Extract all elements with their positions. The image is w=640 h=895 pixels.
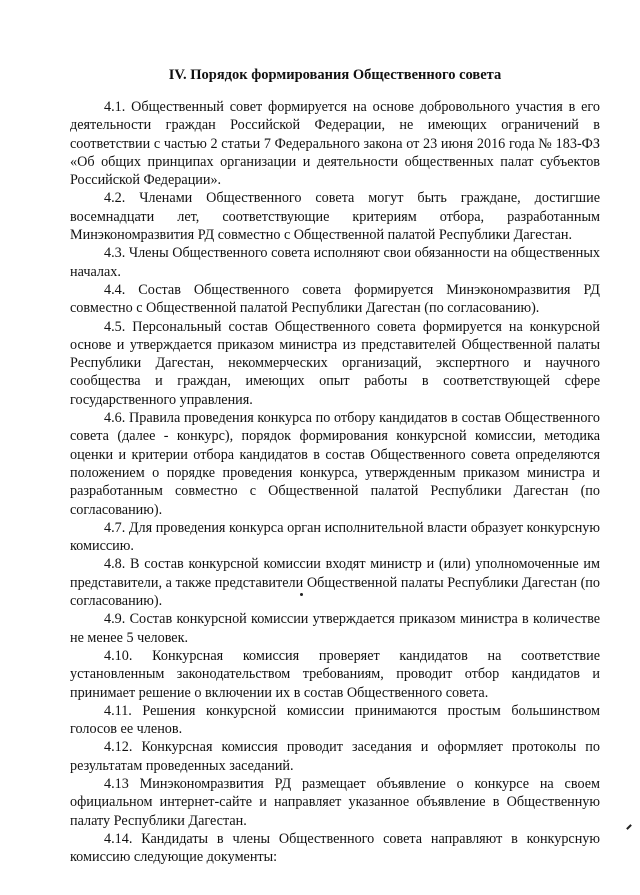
document-page — [70, 66, 600, 866]
paragraph-4-13: 4.13 Минэкономразвития РД размещает объявление о конкурсе на своем официальном интернет-сайте и направляет указанное объявление в Общественную палату Республики Дагестан. — [70, 775, 600, 829]
paragraph-4-1: 4.1. Общественный совет формируется на основе добровольного участия в его деятельности граждан Российской Федерации, не имеющих ограничений в соответствии с частью 2 статьи 7 Федерального закона от 23 июня 2016 года № 183-ФЗ «Об общих принципах организации и деятельности общественных палат субъектов Российской Федерации». — [70, 99, 600, 189]
paragraph-4-2: 4.2. Членами Общественного совета могут быть граждане, достигшие восемнадцати лет, соответствующие критериям отбора, разработанным Минэкономразвития РД совместно с Общественной палатой Республики Дагестан. — [70, 190, 600, 244]
paragraph-4-3: 4.3. Члены Общественного совета исполняют свои обязанности на общественных началах. — [70, 245, 600, 280]
paragraph-4-5: 4.5. Персональный состав Общественного совета формируется на конкурсной основе и утверждается приказом министра из представителей Общественной палаты Республики Дагестан, некоммерческих организаций, экспертного и научного сообщества и граждан, имеющих опыт работы в соответствующей сфере государственного управления. — [70, 318, 600, 408]
scan-edge-mark — [626, 824, 632, 830]
paragraph-4-6: 4.6. Правила проведения конкурса по отбору кандидатов в состав Общественного совета (далее - конкурс), порядок формирования конкурсной комиссии, методика оценки и критерии отбора кандидатов в состав Общественного совета определяются положением о порядке проведения конкурса, утвержденным приказом министра и разработанным совместно с Общественной палатой Республики Дагестан (по согласованию). — [70, 410, 600, 518]
paragraph-4-4: 4.4. Состав Общественного совета формируется Минэкономразвития РД совместно с Общественной палатой Республики Дагестан (по согласованию). — [70, 281, 600, 317]
paragraph-4-7: 4.7. Для проведения конкурса орган исполнительной власти образует конкурсную комиссию. — [70, 519, 600, 555]
paragraph-4-12: 4.12. Конкурсная комиссия проводит заседания и оформляет протоколы по результатам проведенных заседаний. — [70, 739, 600, 774]
section-title: IV. Порядок формирования Общественного совета — [168, 67, 502, 83]
paragraph-4-14: 4.14. Кандидаты в члены Общественного совета направляют в конкурсную комиссию следующие документы: — [70, 830, 600, 866]
paragraph-4-11: 4.11. Решения конкурсной комиссии принимаются простым большинством голосов ее членов. — [70, 702, 600, 738]
scan-speck-mark — [300, 593, 303, 596]
paragraph-4-8: 4.8. В состав конкурсной комиссии входят министр и (или) уполномоченные им представители, а также представители Общественной палаты Республики Дагестан (по согласованию). — [70, 556, 600, 610]
paragraph-4-10: 4.10. Конкурсная комиссия проверяет кандидатов на соответствие установленным законодательством требованиям, проводит отбор кандидатов и принимает решение о включении их в состав Общественного совета. — [70, 647, 600, 701]
paragraph-4-9: 4.9. Состав конкурсной комиссии утверждается приказом министра в количестве не менее 5 человек. — [70, 611, 600, 646]
